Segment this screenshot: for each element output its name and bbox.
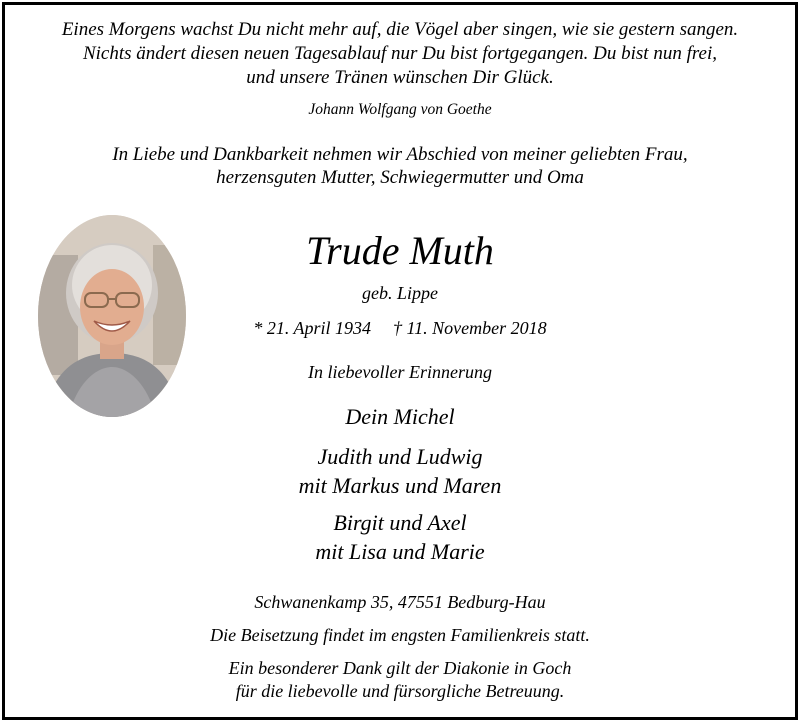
death-date: † 11. November 2018	[393, 318, 547, 338]
intro-line-1: In Liebe und Dankbarkeit nehmen wir Abschied von meiner geliebten Frau,	[112, 144, 688, 165]
life-dates	[0, 318, 800, 339]
family-group-1-line-2: mit Markus und Maren	[298, 473, 502, 498]
quote-line-1: Eines Morgens wachst Du nicht mehr auf, die Vögel aber singen, wie sie gestern sangen.	[61, 19, 739, 40]
intro-line-2: herzensguten Mutter, Schwiegermutter und Oma	[216, 167, 584, 188]
family-group-2-line-1: Birgit und Axel	[333, 510, 467, 535]
thanks-line-2: für die liebevolle und fürsorgliche Betreuung.	[235, 681, 565, 701]
quote-line-3: und unsere Tränen wünschen Dir Glück.	[246, 67, 554, 88]
quote-author: Johann Wolfgang von Goethe	[308, 101, 492, 118]
birth-date: * 21. April 1934	[253, 318, 372, 338]
family-group-2-line-2: mit Lisa und Marie	[315, 539, 485, 564]
address: Schwanenkamp 35, 47551 Bedburg-Hau	[254, 592, 546, 612]
thanks-line-1: Ein besonderer Dank gilt der Diakonie in Goch	[228, 658, 572, 678]
remembrance-text: In liebevoller Erinnerung	[308, 362, 492, 382]
family-group-1-line-1: Judith und Ludwig	[317, 444, 483, 469]
funeral-note: Die Beisetzung findet im engsten Familienkreis statt.	[210, 625, 590, 645]
maiden-name: geb. Lippe	[362, 283, 438, 303]
deceased-name: Trude Muth	[306, 228, 494, 273]
family-spouse: Dein Michel	[345, 404, 455, 429]
quote-line-2: Nichts ändert diesen neuen Tagesablauf nur Du bist fortgegangen. Du bist nun frei,	[82, 43, 717, 64]
